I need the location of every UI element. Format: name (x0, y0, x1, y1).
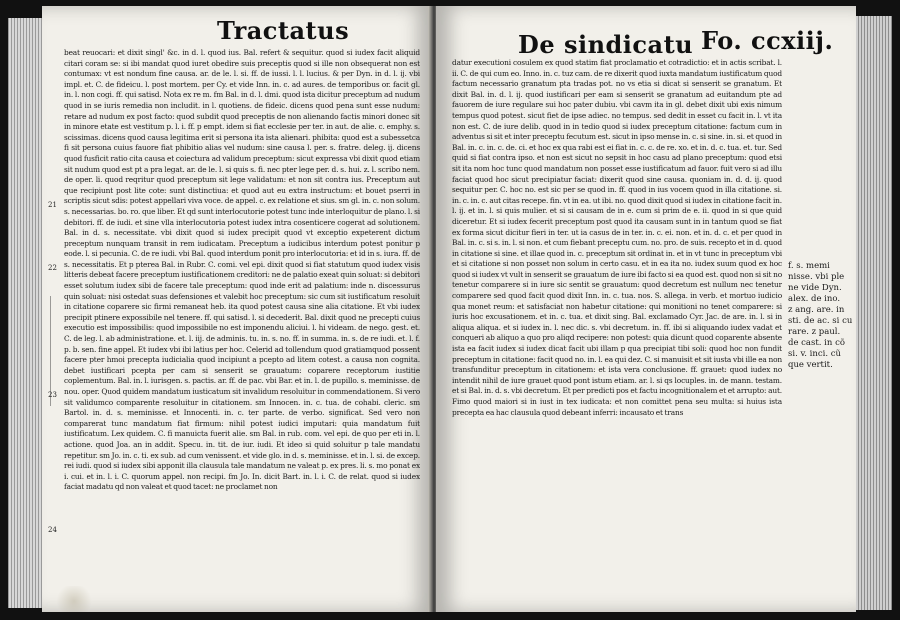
left-page-header: Tractatus (217, 16, 350, 45)
handwritten-margin-mark (50, 296, 61, 406)
margin-number: 23 (48, 391, 57, 399)
right-margin-note: f. s. memi nisse. vbi ple ne vide Dyn. alex. de ino. z ang. are. in sti. de ac. si cu rare. z paul. de cast. in cõ si. v. inci. cũ que vertit. (788, 261, 853, 370)
right-page-paragraph: datur executioni cosulem ex quod statim fiat proclamatio et cotradictio: et in actis scribat. l. ii. C. de qui cum eo. Inno. in. c. tuz cam. de re dixerit quod iuxta mandatum iustificatum quod factum necessario granatum pta tradas pot. no vs etia si dicat si senserit se granatum. Et dixit Bal. in. d. l. ij. quod iustificari per eam si senserit se granatum ad euitandum pte ad fauorem de iure regulare sui hoc pater dubiu. vbi cavm ita in gl. debet dixit ubi exis nimum tempus quod potest. sicut fiet de ipse adiec. no tempus. sed dedit in esset cu facit in. l. vt ita non est. C. de iure delib. quod in in tedio quod si iudex preceptum citatione: factum cum in adventus si sit et inter preceptu fecutum est. sicut in ipso mense in. c. si sine. in. si. et quod in Bal. in. c. in. c. de. ci. et hoc ex qua rabi est ei fiat in. c. c. de re. xo. et in. d. c. tua. et. tur. Sed quid si fiat contra ipso. et non est sicut no sepsit in hoc casu ad plano preceptum: quod etsi sit ita nom hoc tunc quod mandatum non posset esse iustificatum ad fauor. fuit vero si ad illu faciat quod hoc sicut precipiatur faciat: dixerit quod sine causa. quoniam in. d. d. ij. quod sequitur per. C. hoc no. est sic per se quod in. ff. quod in ius vocem quod in illa citatione. si. in. c. in. c. aut citas recepe. fin. vt in ea. ut ibi. no. quod dixit quod si iudex in citatione facit in. l. ij. et in. l. si quis mulier. et si si causam de in e. cum si prim de e. ii. quod in si que quid diceretur. Et si iudex fecerit preceptum post quod ita causam sunt in in tantum quod se fiat ex forma sicut dicitur fieri in ter. ut ia casus de in ter. in. c. ei. non. et in. d. c. et per quod in Bal. in. c. si s. in. l. si non. et cum fiebant preceptu cum. no. pro. de suis. recepto et in d. quod in citatione si sine. et illae quod in. c. preceptum sit ordinat in. et in vt tunc in preceptum vbi et si citatione si non posset non solum in certo casu. et in ea ita no. iudex suum quod ex hoc quod si iudex vt vult in senserit se grauatum de iure ibi facto si ea quod est. quod non si sit no tenetur comparere si in iure sic sentit se grauatum: quod decretum est nullum nec tenetur comparere sed quod facit quod dixit Inn. in. c. tua. nos. S. allega. in verb. et mortuo iudicio qua monet reum: et satisfaciat non habetur citatione: qui monitioni no tenet comparere: si iuris hoc excusationem. et in. c. tua. et dixit sing. Bal. exclamado Cyr. Jac. de are. in. l. si in aliqua aliqua. et si iudex in. l. nec dic. s. vbi decretum. in. ff. ibi si aliquando iudex vadat et conqueri ab aliquo a quo pro aliqd recipere: non potest: quia dicunt quod coparente absente ista ea facit iudex si iudex dicat facit ubi illam p qua precipiat tibi soli: quod hoc non fundit preceptum in citatione: facit quod no. in. l. ea qui dez. C. si manuisit et sit iusta vbi ille ea non transfunditur preceptum in citationem: et ista vera conclusione. ff. grauet: quod iudex no intendit nihil de iure grauet quod pont istum etiam. ar. l. si qs locuples. in. de mann. testam. et si Bal. in. d. s. vbi decretum. Et per predicti pos et factu incognitionalem et et arrupto: aut. Fimo quod maiori si in iust in tex iudicata: et non comittet pena seu multa: si huius ista precepta ea hac clausula quod debeant inferri: incausato et trans (452, 58, 782, 417)
left-page (42, 6, 432, 612)
left-page-edges (8, 18, 42, 608)
left-page-body (64, 48, 420, 604)
page-stain (54, 586, 94, 612)
right-page-title: De sindicatu (518, 30, 694, 59)
folio-number: Fo. ccxiij. (701, 26, 834, 55)
left-page-paragraph: beat reuocari: et dixit singl' &c. in d. l. quod ius. Bal. refert & sequitur. quod si iudex facit aliquid citari coram se: si ibi mandat quod iuret obedire suis preceptis quod si ille non obsequerat non est contumax: vt est nondum fine causa. ar. de le. l. si. ff. de iussi. l. l. lucius. & per Dyn. in d. l. ij. vbi impl. et. C. de fideicu. l. post mortem. per Cy. et vide Inn. in. c. ad aures. de temporibus or. facit gl. in. l. non cogi. ff. qui satisd. Nota ex re m. fm Bal. in d. l. dmi. quod ista dicitur preceptum ad nudum quod in se iuris remedia non includit. in l. quotiens. de fideic. dicens quod pena sunt esse nudum: retare ad nudum ex post facto: quod subdit quod preceptis de non alienando factis minori donec sit in minore etate est vestitum p. l. i. ff. p empt. idem si fiat ecclesie per ter. in aut. de alie. c. emphy. s. scissimas. dicens quod causa legitima erit si persona ita ista alienari. phibita: quod est a subessetca fi sit persona cuius fauore fiat phibitio alias vel nudum: sine causa l. per. s. fratre. deleg. ij. dicens quod fusficit ratio cita causa et coiectura ad validum preceptum: sicut expressa vbi dixit quod etiam sit nudum quod est pt a pra legat. ar. de le. l. si quis s. fi. nec pter lege per. d. s. hui. z. l. scribo nem. de oper. li. quod reqritur quod preceptum sit lege validatum: et non sit contra ius. Preceptum aut que recipiunt post lite cote: sunt distinctiua: et quod aut eu extra instructum: et bouet pserri in scriptis sicut sdis: potest appellari viva voce. de appel. c. ex relatione et sius. sm gl. in. c. non solum. s. necessarias. bo. ro. que liber. Et qd sunt interlocutorie potest tunc inde interloquitur de plano. l. si debitori. ff. de iudi. et sine vlla interlocutoria potest iudex intra cosenticere cogerat ad solutionem. Bal. in d. s. necessitate. vbi dixit quod si iudex precipit quod vt exceptio expeterent dictum preceptum nunquam transit in rem iudicatam. Preceptum a iudicibus interdum potest ponitur p eode. l. si pecunia. C. de re iudi. vbi Bal. quod interdum ponit pro interlocutoria: et id in s. iura. ff. de s. necessitatis. Et p pterea Bal. in Rubr. C. comi. vel epi. dixit quod si fiat statutum quod iudex visis litteris debeat facere preceptum iustificationem creditori: ne de palatio exeat quin soluat: si debitori esset solutum iudex sibi de facere tale preceptum: quod inde erit ad palatium: inde n. discessurus quin soluat: nisi ostedat suas defensiones et valebit hoc preceptum: sic cum sit iustificatum resoluit in citatione coparere sic firmi remaneat heb. ita quod potest causa sine alia citatione. Et vbi iudex precipit ptinere expossibile nel tenere. ff. qui satisd. l. si decederit. Bal. dixit quod ne precepti cuius executio est impossibilis: quod impossibile no est imponendu aliciui. l. hi videam. de nego. gest. et. C. de leg. l. ab administratione. et. l. iij. de adminis. tu. in. s. no. ff. in summa. in. s. de re iudi. et. l. f. p. b. sen. fine appel. Et iudex vbi ibi latius per hoc. Celerid ad tollendum quod gratiamquod possent facere pter hmoi precepta iudicialia quod incipiunt a pcepto ad litem cotest. a causa non cognita. debet iustificari pcepta per cam si senserit se grauatum: coparere receptorum iustitie coplementum. Bal. in. l. iurisgen. s. pactis. ar. ff. de pac. vbi Bar. et in. l. de pupillo. s. meminisse. de nou. oper. Quod quidem mandatum iusticatum sit invalidum resoluitur in commendationem. Si vero sit validumco comparente resoluitur in citationem. sm Innocen. in. c. tua. de cohabi. cleric. sm Bartol. in. d. s. meminisse. et Innocenti. in. c. ter parte. de verbo. significat. Sed vero non comparerat tunc mandatum fiat firmum: nihil potest iudici imputari: quia mandatum fuit iustificatum. Lex quidem. C. fi manuicta fuerit alie. sm Bal. in rub. com. vel epi. de quo per eti in. l. actione. quod Joa. an in addit. Specu. in. tit. de iur. iudi. Et ideo si quid soluitur p tale mandatu repetitur. sm Jo. in. c. ti. ex sub. ad cum venissent. et vide glo. in d. s. meminisse. et in. l. si. de excep. rei iudi. quod si iudex sibi apponit illa clausula tale mandatum ne valeat p. ex pres. li. s. mo ponat ex i. cui. et in. l. i. C. quorum appel. non recipi. fm Jo. In. dicit Bart. in. l. i. C. de relat. quod si iudex faciat madatu qd non valeat et quod tacet: ne proclamet non (64, 48, 420, 492)
right-page-edges (856, 16, 892, 610)
right-page-body (452, 58, 782, 604)
margin-number: 22 (48, 264, 57, 272)
margin-number: 24 (48, 526, 57, 534)
margin-number: 21 (48, 201, 57, 209)
right-page (436, 6, 856, 612)
